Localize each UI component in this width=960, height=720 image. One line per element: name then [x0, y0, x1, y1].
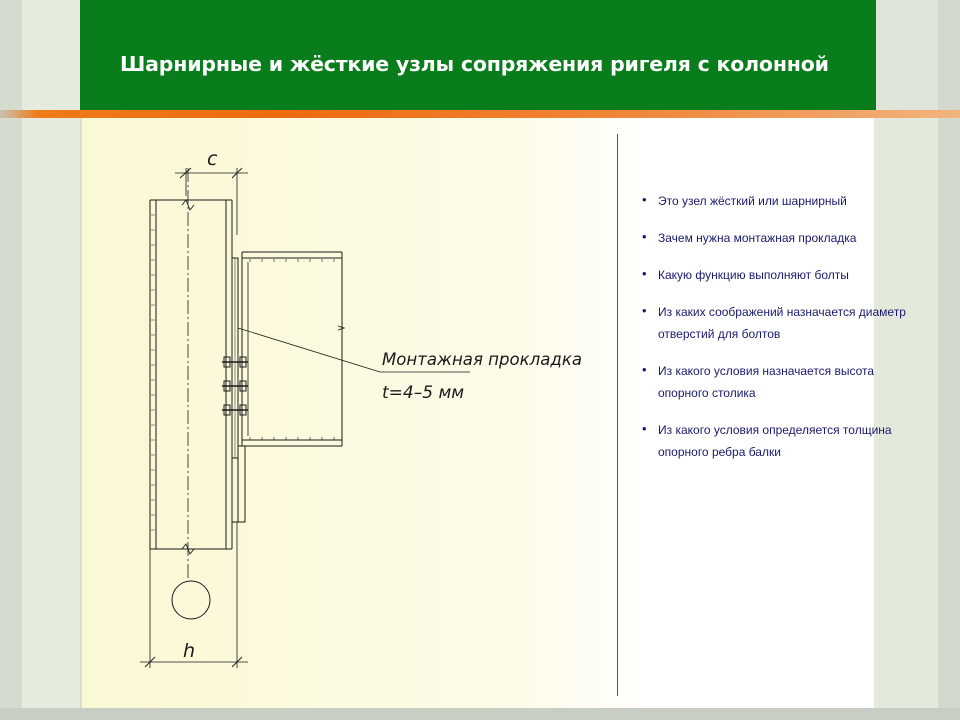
question-text: Из какого условия определяется толщина опорного ребра балки [658, 423, 892, 459]
list-item [642, 301, 922, 345]
question-text: Это узел жёсткий или шарнирный [658, 194, 847, 208]
mounting-pad [232, 258, 238, 458]
question-text: Из какого условия назначается высота опорного столика [658, 364, 875, 400]
list-item [642, 227, 922, 249]
dim-c-label: c [207, 148, 218, 170]
question-text: Из каких соображений назначается диаметр отверстий для болтов [658, 305, 906, 341]
dim-h-label: h [183, 640, 196, 662]
callout-label: Монтажная прокладка [382, 350, 582, 370]
list-item [642, 190, 922, 212]
dimension-c [175, 168, 248, 235]
list-item [642, 419, 922, 463]
question-list [642, 190, 922, 478]
bullet-icon: • [642, 421, 647, 436]
bullet-icon: • [642, 362, 647, 377]
list-item [642, 360, 922, 404]
beam [242, 252, 344, 446]
bullet-icon: • [642, 192, 647, 207]
question-text: Какую функцию выполняют болты [658, 268, 849, 282]
question-text: Зачем нужна монтажная прокладка [658, 231, 857, 245]
list-item [642, 264, 922, 286]
bullet-icon: • [642, 303, 647, 318]
section-marker [172, 581, 210, 619]
support-table [232, 446, 245, 522]
column [150, 168, 232, 580]
callout-thickness: t=4–5 мм [382, 383, 465, 403]
bullet-icon: • [642, 229, 647, 244]
bullet-icon: • [642, 266, 647, 281]
slide-title: Шарнирные и жёсткие узлы сопряжения ригеля с колонной [120, 52, 829, 76]
